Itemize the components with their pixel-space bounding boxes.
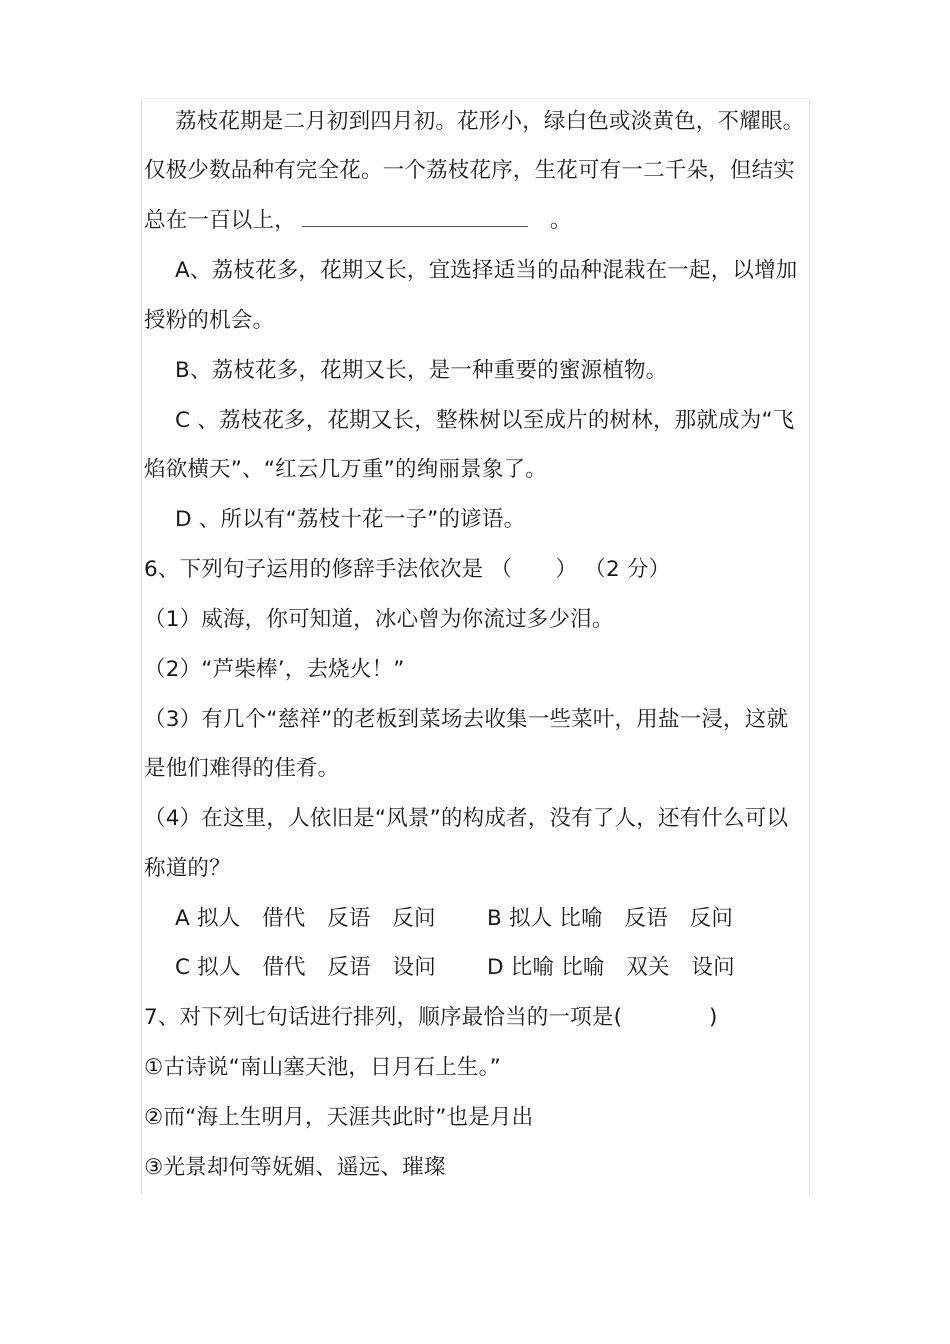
passage-line-2: 仅极少数品种有完全花。一个荔枝花序，生花可有一二千朵，但结实 xyxy=(144,158,796,183)
passage-line-1: 荔枝花期是二月初到四月初。花形小，绿白色或淡黄色，不耀眼。 xyxy=(175,109,805,134)
q7-sentence-3: ③光景却何等妩媚、遥远、璀璨 xyxy=(144,1155,446,1180)
q6-options-row-2 xyxy=(175,954,735,982)
q6-sentence-3-line-2: 是他们难得的佳肴。 xyxy=(144,756,340,781)
passage-line-3-end: 。 xyxy=(549,208,572,233)
option-a-line-1: A、荔枝花多，花期又长，宜选择适当的品种混栽在一起，以增加 xyxy=(175,258,798,283)
option-c-line-2: 焰欲横天”、“红云几万重”的绚丽景象了。 xyxy=(144,457,547,482)
answer-blank[interactable] xyxy=(302,208,528,227)
question-7-stem: 7、对下列七句话进行排列，顺序最恰当的一项是( ) xyxy=(144,1005,718,1030)
q6-option-b: B 拟人 比喻 反语 反问 xyxy=(487,906,734,931)
q6-sentence-2: （2）“芦柴棒’，去烧火！” xyxy=(144,657,405,682)
option-a-line-2: 授粉的机会。 xyxy=(144,308,275,333)
passage-line-3-text: 总在一百以上， xyxy=(144,208,296,233)
option-c-line-1: C 、荔枝花多，花期又长，整株树以至成片的树林，那就成为“飞 xyxy=(175,408,795,433)
q7-sentence-1: ①古诗说“南山塞天池，日月石上生。” xyxy=(144,1055,501,1080)
q6-sentence-4-line-1: （4）在这里，人依旧是“风景”的构成者，没有了人，还有什么可以 xyxy=(144,806,789,831)
q6-sentence-3-line-1: （3）有几个“慈祥”的老板到菜场去收集一些菜叶，用盐一浸，这就 xyxy=(144,707,789,732)
q7-sentence-2: ②而“海上生明月，天涯共此时”也是月出 xyxy=(144,1105,534,1130)
q6-option-c: C 拟人 借代 反语 设问 xyxy=(175,955,436,980)
option-b: B、荔枝花多，花期又长，是一种重要的蜜源植物。 xyxy=(175,358,668,383)
q6-option-d: D 比喻 比喻 双关 设问 xyxy=(487,955,735,980)
q6-sentence-4-line-2: 称道的？ xyxy=(144,856,231,881)
q6-options-row-1 xyxy=(175,905,733,933)
q6-option-a: A 拟人 借代 反语 反问 xyxy=(175,906,436,931)
passage-line-3 xyxy=(144,207,572,235)
question-6-stem: 6、下列句子运用的修辞手法依次是 （ ） （2 分） xyxy=(144,557,671,582)
option-d: D 、所以有“荔枝十花一子”的谚语。 xyxy=(175,507,526,532)
q6-sentence-1: （1）威海，你可知道，冰心曾为你流过多少泪。 xyxy=(144,607,614,632)
